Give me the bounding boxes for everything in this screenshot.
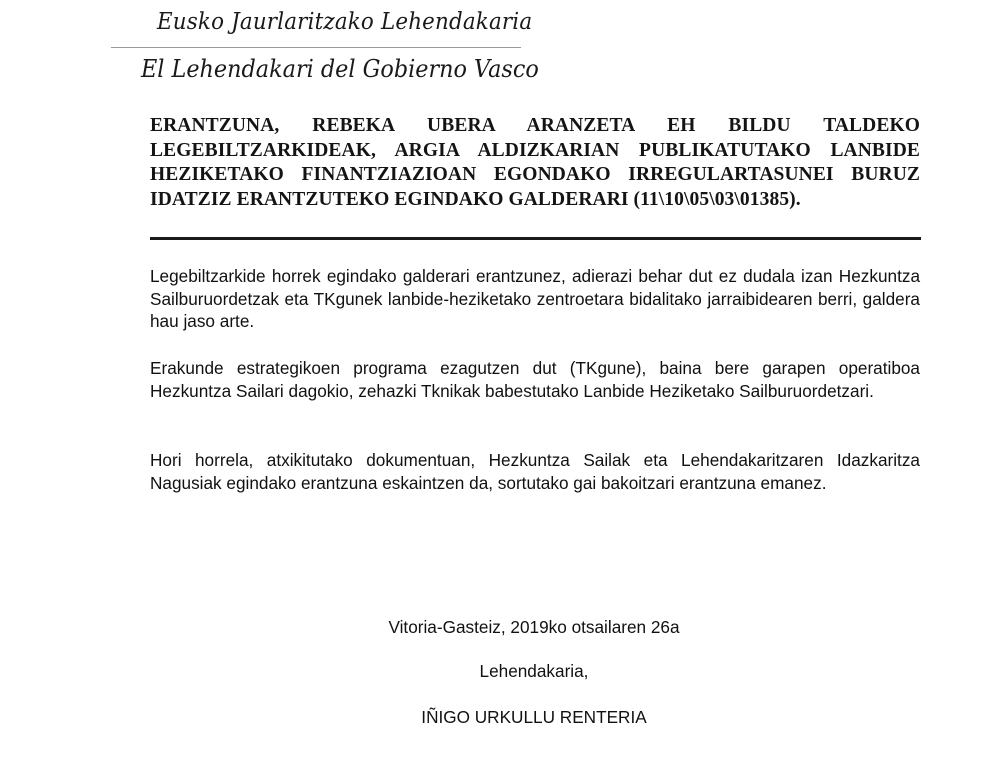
body-paragraph-1: Legebiltzarkide horrek egindako galderari erantzunez, adierazi behar dut ez dudala izan Hezkuntza Sailburuordetzak eta TKgunek lanbide-heziketako zentroetara bidalitako jarraibidearen berri, galdera hau jaso arte. [150,266,920,331]
title-underline [150,237,921,240]
place-and-date: Vitoria-Gasteiz, 2019ko otsailaren 26a [388,617,680,637]
letterhead [111,0,539,95]
signature-role: Lehendakaria, [479,661,589,681]
letterhead-spanish-title: El Lehendakari del Gobierno Vasco [141,55,539,83]
document-title: ERANTZUNA, REBEKA UBERA ARANZETA EH BILDU TALDEKO LEGEBILTZARKIDEAK, ARGIA ALDIZKARIAN PUBLIKATUTAKO LANBIDE HEZIKETAKO FINANTZIAZIOAN EGONDAKO IRREGULARTASUNEI BURUZ IDATZIZ ERANTZUTEKO EGINDAKO GALDERARI (11\10\05\03\01385). [150,115,920,210]
body-paragraph-3: Hori horrela, atxikitutako dokumentuan, Hezkuntza Sailak eta Lehendakaritzaren Idazkaritza Nagusiak egindako erantzuna eskaintzen da, sortutako gai bakoitzari erantzuna emanez. [150,450,920,493]
letterhead-basque-title: Eusko Jaurlaritzako Lehendakaria [157,9,533,35]
signatory-name: IÑIGO URKULLU RENTERIA [421,707,647,727]
body-paragraph-2: Erakunde estrategikoen programa ezagutzen dut (TKgune), baina bere garapen operatiboa Hezkuntza Sailari dagokio, zehazki Tknikak babestutako Lanbide Heziketako Sailburuordetzari. [150,358,920,401]
letterhead-divider [111,47,521,48]
